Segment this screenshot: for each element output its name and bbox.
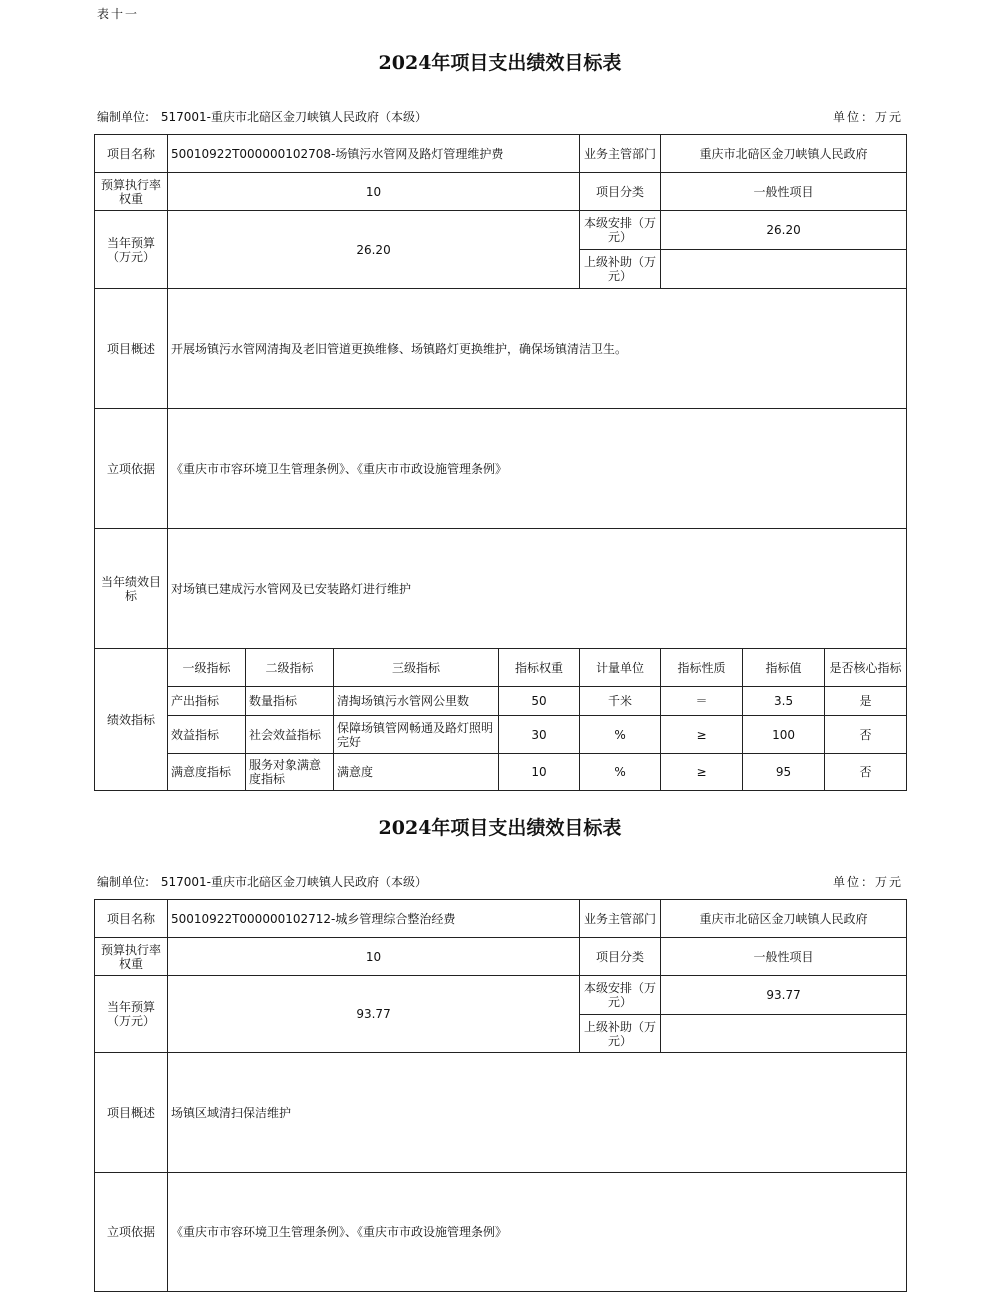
label-local: 本级安排（万元） — [580, 211, 661, 250]
table-1-currency: 单位：万元 — [832, 110, 903, 124]
indicator-level2: 社会效益指标 — [246, 716, 334, 754]
unit-value: 517001-重庆市北碚区金刀峡镇人民政府（本级） — [160, 110, 428, 124]
unit-prefix: 编制单位: — [97, 875, 150, 889]
indicator-header: 三级指标 — [334, 649, 499, 687]
indicator-nature: ≥ — [661, 716, 743, 754]
indicator-header: 计量单位 — [580, 649, 661, 687]
indicator-unit: % — [580, 716, 661, 754]
indicator-level1: 效益指标 — [168, 716, 246, 754]
indicator-level3: 清掏场镇污水管网公里数 — [334, 687, 499, 716]
unit-prefix: 编制单位: — [97, 110, 150, 124]
label-upper: 上级补助（万元） — [580, 1015, 661, 1053]
table-2-unit — [97, 873, 427, 890]
value-local: 93.77 — [661, 976, 907, 1015]
label-budget: 当年预算（万元） — [95, 976, 168, 1053]
table-1 — [94, 134, 907, 791]
value-project-name: 50010922T000000102712-城乡管理综合整治经费 — [168, 900, 580, 938]
value-dept: 重庆市北碚区金刀峡镇人民政府 — [661, 900, 907, 938]
label-overview: 项目概述 — [95, 289, 168, 409]
value-weight: 10 — [168, 173, 580, 211]
table-2-currency: 单位：万元 — [832, 875, 903, 889]
indicator-header: 指标值 — [743, 649, 825, 687]
label-upper: 上级补助（万元） — [580, 250, 661, 289]
indicator-level2: 数量指标 — [246, 687, 334, 716]
value-category: 一般性项目 — [661, 938, 907, 976]
table-row — [95, 754, 907, 791]
label-goal: 当年绩效目标 — [95, 529, 168, 649]
indicator-value: 95 — [743, 754, 825, 791]
label-basis: 立项依据 — [95, 409, 168, 529]
label-budget: 当年预算（万元） — [95, 211, 168, 289]
indicator-level1: 产出指标 — [168, 687, 246, 716]
table-1-title: 2024年项目支出绩效目标表 — [378, 52, 622, 74]
value-dept: 重庆市北碚区金刀峡镇人民政府 — [661, 135, 907, 173]
indicator-header: 一级指标 — [168, 649, 246, 687]
label-project-name: 项目名称 — [95, 900, 168, 938]
label-dept: 业务主管部门 — [580, 135, 661, 173]
indicator-level3: 保障场镇管网畅通及路灯照明完好 — [334, 716, 499, 754]
label-project-name: 项目名称 — [95, 135, 168, 173]
indicator-level2: 服务对象满意度指标 — [246, 754, 334, 791]
label-overview: 项目概述 — [95, 1053, 168, 1173]
label-category: 项目分类 — [580, 938, 661, 976]
label-weight: 预算执行率权重 — [95, 173, 168, 211]
value-project-name: 50010922T000000102708-场镇污水管网及路灯管理维护费 — [168, 135, 580, 173]
indicator-header: 指标权重 — [499, 649, 580, 687]
indicator-value: 3.5 — [743, 687, 825, 716]
value-budget: 93.77 — [168, 976, 580, 1053]
indicator-nature: ≥ — [661, 754, 743, 791]
label-local: 本级安排（万元） — [580, 976, 661, 1015]
label-dept: 业务主管部门 — [580, 900, 661, 938]
value-overview: 场镇区域清扫保洁维护 — [168, 1053, 907, 1173]
table-1-unit — [97, 108, 427, 125]
value-upper — [661, 1015, 907, 1053]
table-row — [95, 687, 907, 716]
page-label: 表十一 — [97, 7, 140, 21]
indicator-weight: 50 — [499, 687, 580, 716]
value-local: 26.20 — [661, 211, 907, 250]
indicator-value: 100 — [743, 716, 825, 754]
label-indicators: 绩效指标 — [95, 649, 168, 791]
value-upper — [661, 250, 907, 289]
indicator-unit: 千米 — [580, 687, 661, 716]
value-category: 一般性项目 — [661, 173, 907, 211]
value-weight: 10 — [168, 938, 580, 976]
indicator-unit: % — [580, 754, 661, 791]
indicator-header: 二级指标 — [246, 649, 334, 687]
indicator-level1: 满意度指标 — [168, 754, 246, 791]
indicator-core: 是 — [825, 687, 907, 716]
value-budget: 26.20 — [168, 211, 580, 289]
label-category: 项目分类 — [580, 173, 661, 211]
indicator-weight: 10 — [499, 754, 580, 791]
indicator-header: 指标性质 — [661, 649, 743, 687]
value-basis: 《重庆市市容环境卫生管理条例》、《重庆市市政设施管理条例》 — [168, 1173, 907, 1292]
unit-value: 517001-重庆市北碚区金刀峡镇人民政府（本级） — [160, 875, 428, 889]
label-basis: 立项依据 — [95, 1173, 168, 1292]
label-weight: 预算执行率权重 — [95, 938, 168, 976]
value-goal: 对场镇已建成污水管网及已安装路灯进行维护 — [168, 529, 907, 649]
table-2-title: 2024年项目支出绩效目标表 — [378, 817, 622, 839]
indicator-weight: 30 — [499, 716, 580, 754]
indicator-core: 否 — [825, 716, 907, 754]
indicator-header: 是否核心指标 — [825, 649, 907, 687]
indicator-nature: ＝ — [661, 687, 743, 716]
table-2 — [94, 899, 907, 1292]
value-overview: 开展场镇污水管网清掏及老旧管道更换维修、场镇路灯更换维护，确保场镇清洁卫生。 — [168, 289, 907, 409]
value-basis: 《重庆市市容环境卫生管理条例》、《重庆市市政设施管理条例》 — [168, 409, 907, 529]
table-row — [95, 716, 907, 754]
indicator-level3: 满意度 — [334, 754, 499, 791]
indicator-core: 否 — [825, 754, 907, 791]
